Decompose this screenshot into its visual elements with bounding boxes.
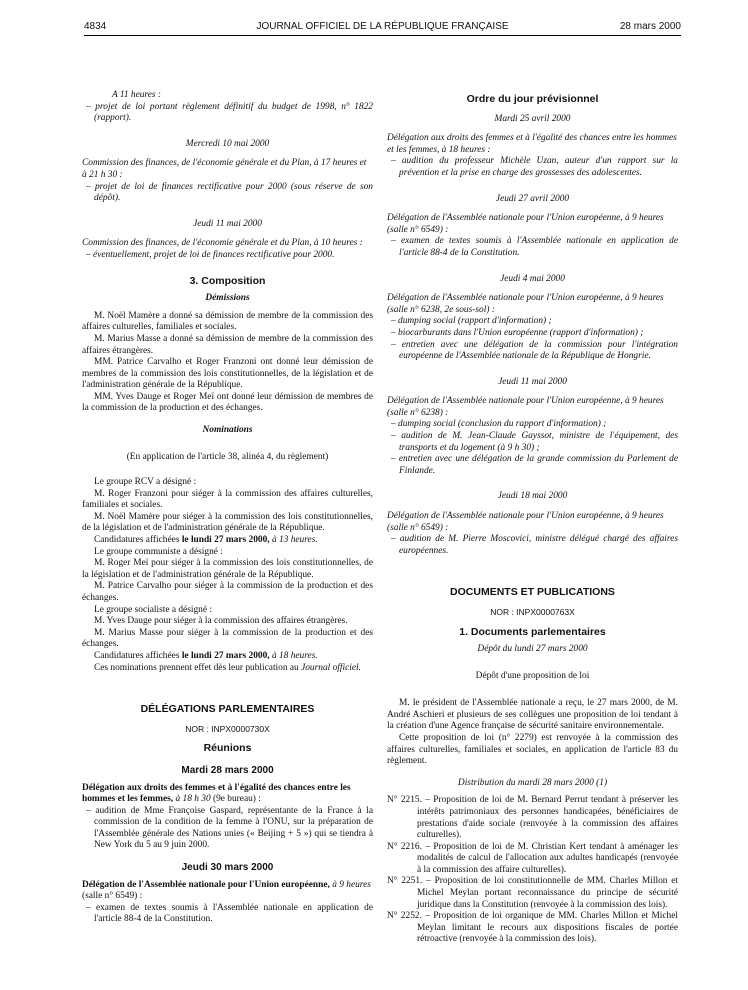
section-heading: Ordre du jour prévisionnel [466,93,599,105]
day-heading: Mardi 28 mars 2000 [181,764,274,776]
section-heading: 3. Composition [189,274,266,287]
agenda-item: – dumping social (rapport d'information) ; [391,316,552,327]
agenda-item: – entretien avec une délégation de la grande commission du Parlement de Finlande. [391,454,678,476]
paragraph: M. Patrice Carvalho pour siéger à la commission de la production et des échanges. [82,581,373,603]
section-heading: Réunions [203,742,252,755]
day-heading: Jeudi 27 avril 2000 [495,193,570,204]
delegation-line: Délégation de l'Assemblée nationale pour l'Union européenne, à 9 heures (salle n° 6549) : [82,879,371,902]
right-column [387,94,678,946]
agenda-item: – dumping social (conclusion du rapport d'information) ; [391,419,607,430]
paragraph: M. Marius Masse pour siéger à la commission de la production et des échanges. [82,627,373,650]
paragraph: Le groupe RCV a désigné : [94,477,197,488]
day-heading: Dépôt du lundi 27 mars 2000 [477,644,588,655]
document-entry: N° 2252. – Proposition de loi organique de MM. Charles Millon et Michel Meylan limitant le recours aux dispositions fiscales de portée rétroactive (renvoyée à la commission des lois). [387,911,678,945]
delegation-line: Délégation de l'Assemblée nationale pour l'Union européenne, à 9 heures (salle n° 6238) : [387,396,664,418]
time-label: A 11 heures : [112,90,162,100]
paragraph: Le groupe communiste a désigné : [94,546,223,557]
paragraph: M. Noël Mamère a donné sa démission de membre de la commission des affaires culturelles, familiales et sociales. [82,310,373,333]
agenda-item: – audition de M. Jean-Claude Gayssot, ministre de l'équipement, des transports et du logement (à 9 h 30) ; [391,431,678,453]
agenda-item: – biocarburants dans l'Union européenne (rapport d'information) ; [391,327,644,338]
agenda-item: – audition de M. Pierre Moscovici, ministre délégué chargé des affaires européennes. [391,534,678,556]
paragraph: MM. Yves Dauge et Roger Meï ont donné leur démission de membres de la commission de la production et des échanges. [82,391,373,414]
day-heading: Distribution du mardi 28 mars 2000 (1) [457,777,608,788]
journal-title: JOURNAL OFFICIEL DE LA RÉPUBLIQUE FRANÇAISE [256,21,509,32]
delegation-line: Délégation aux droits des femmes et à l'égalité des chances entre les hommes et les femmes, à 18 h 30 (9e bureau) : [82,782,351,805]
paragraph: M. Roger Franzoni pour siéger à la commission des affaires culturelles, familiales et sociales. [82,488,373,511]
section-heading: DOCUMENTS ET PUBLICATIONS [450,586,615,599]
paragraph: Cette proposition de loi (n° 2279) est renvoyée à la commission des affaires culturelles, familiales et sociales, en application de l'article 83 du règlement. [387,732,678,767]
page-header [84,21,681,35]
delegation-line: Délégation de l'Assemblée nationale pour l'Union européenne, à 9 heures (salle n° 6238, 2e sous-sol) : [387,293,664,315]
section-heading: 1. Documents parlementaires [459,625,606,638]
candidature-line: Candidatures affichées le lundi 27 mars 2000, à 18 heures. [94,650,318,661]
agenda-item: – audition du professeur Michèle Uzan, auteur d'un rapport sur la prévention et la prise en charge des grossesses des adolescentes. [391,156,678,178]
delegation-line: Délégation aux droits des femmes et à l'égalité des chances entre les hommes et les femmes, à 18 heures : [387,133,677,155]
nor-reference: NOR : INPX0000730X [185,723,270,734]
header-rule [84,35,681,36]
commission-line: Commission des finances, de l'économie générale et du Plan, à 10 heures : [82,238,363,249]
paragraph: Le groupe socialiste a désigné : [94,604,212,615]
day-heading: Jeudi 11 mai 2000 [498,376,567,387]
paragraph: M. Roger Meï pour siéger à la commission des lois constitutionnelles, de la législation et de l'administration générale de la République. [82,558,373,580]
document-entry: N° 2251. – Proposition de loi constitutionnelle de MM. Charles Millon et Michel Meylan portant reconnaissance du principe de sécurité juridique dans la Constitution (renvoyée à la commission des lois). [387,876,678,910]
paragraph: M. Marius Masse a donné sa démission de membre de la commission des affaires étrangères. [82,333,373,356]
paragraph: M. Yves Dauge pour siéger à la commission des affaires étrangères. [94,616,348,627]
document-entry: N° 2216. – Proposition de loi de M. Christian Kert tendant à aménager les modalités de calcul de l'allocation aux adultes handicapés (renvoyée à la commission des affaire culturelles). [387,841,678,875]
paragraph: MM. Patrice Carvalho et Roger Franzoni ont donné leur démission de membres de la commission des lois constitutionnelles, de la législation et de l'administration générale de la République. [82,357,373,391]
agenda-item: – examen de textes soumis à l'Assemblée nationale en application de l'article 88-4 de la Constitution. [86,902,373,925]
agenda-item: – audition de Mme Françoise Gaspard, représentante de la France à la commission de la condition de la femme à l'ONU, sur la préparation de l'Assemblée générale des Nations unies (« Beijing + 5 ») qui se tiendra à New York du 5 au 9 juin 2000. [86,805,373,851]
section-heading: DÉLÉGATIONS PARLEMENTAIRES [140,703,315,716]
agenda-item: – entretien avec une délégation de la commission pour l'intégration européenne de l'Assemblée nationale de la République de Hongrie. [391,339,678,362]
day-heading: Mardi 25 avril 2000 [494,113,571,124]
paragraph: M. Noël Mamère pour siéger à la commission des lois constitutionnelles, de la législation et de l'administration générale de la République. [82,511,373,534]
paragraph: M. le président de l'Assemblée nationale a reçu, le 27 mars 2000, de M. André Aschieri et plusieurs de ses collègues une proposition de loi tendant à la création d'une Agence française de sécurité sanitaire environnementale. [387,698,678,732]
delegation-line: Délégation de l'Assemblée nationale pour l'Union européenne, à 9 heures (salle n° 6549) : [387,511,664,533]
commission-line: Commission des finances, de l'économie générale et du Plan, à 17 heures et à 21 h 30 : [82,158,367,180]
day-heading: Jeudi 18 mai 2000 [497,491,568,502]
day-heading: Jeudi 4 mai 2000 [500,273,565,284]
day-heading: Jeudi 30 mars 2000 [181,862,274,874]
agenda-item: – éventuellement, projet de loi de finances rectificative pour 2000. [86,249,335,260]
page-number: 4834 [84,21,107,32]
subsection-heading: Nominations [202,425,253,436]
agenda-item: – projet de loi de finances rectificative pour 2000 (sous réserve de son dépôt). [86,181,373,204]
paragraph: (En application de l'article 38, alinéa 4, du règlement) [126,452,329,463]
subheading: Dépôt d'une proposition de loi [475,671,590,682]
issue-date: 28 mars 2000 [619,21,681,32]
candidature-line: Candidatures affichées le lundi 27 mars 2000, à 13 heures. [94,535,318,545]
agenda-item: – projet de loi portant règlement définitif du budget de 1998, n° 1822 (rapport). [86,101,373,124]
subsection-heading: Démissions [205,293,250,304]
left-column [82,90,373,926]
nor-reference: NOR : INPX0000763X [490,607,575,617]
paragraph: Ces nominations prennent effet dès leur publication au Journal officiel. [94,662,361,673]
delegation-line: Délégation de l'Assemblée nationale pour l'Union européenne, à 9 heures (salle n° 6549) : [387,213,664,235]
day-heading: Mercredi 10 mai 2000 [185,138,270,149]
agenda-item: – examen de textes soumis à l'Assemblée nationale en application de l'article 88-4 de la Constitution. [391,236,678,258]
day-heading: Jeudi 11 mai 2000 [193,218,262,229]
document-entry: N° 2215. – Proposition de loi de M. Bernard Perrut tendant à préserver les intérêts patrimoniaux des personnes handicapées, bénéficiaires de prestations d'aide sociale (renvoyée à la commission des affaires culturelles). [387,795,678,841]
